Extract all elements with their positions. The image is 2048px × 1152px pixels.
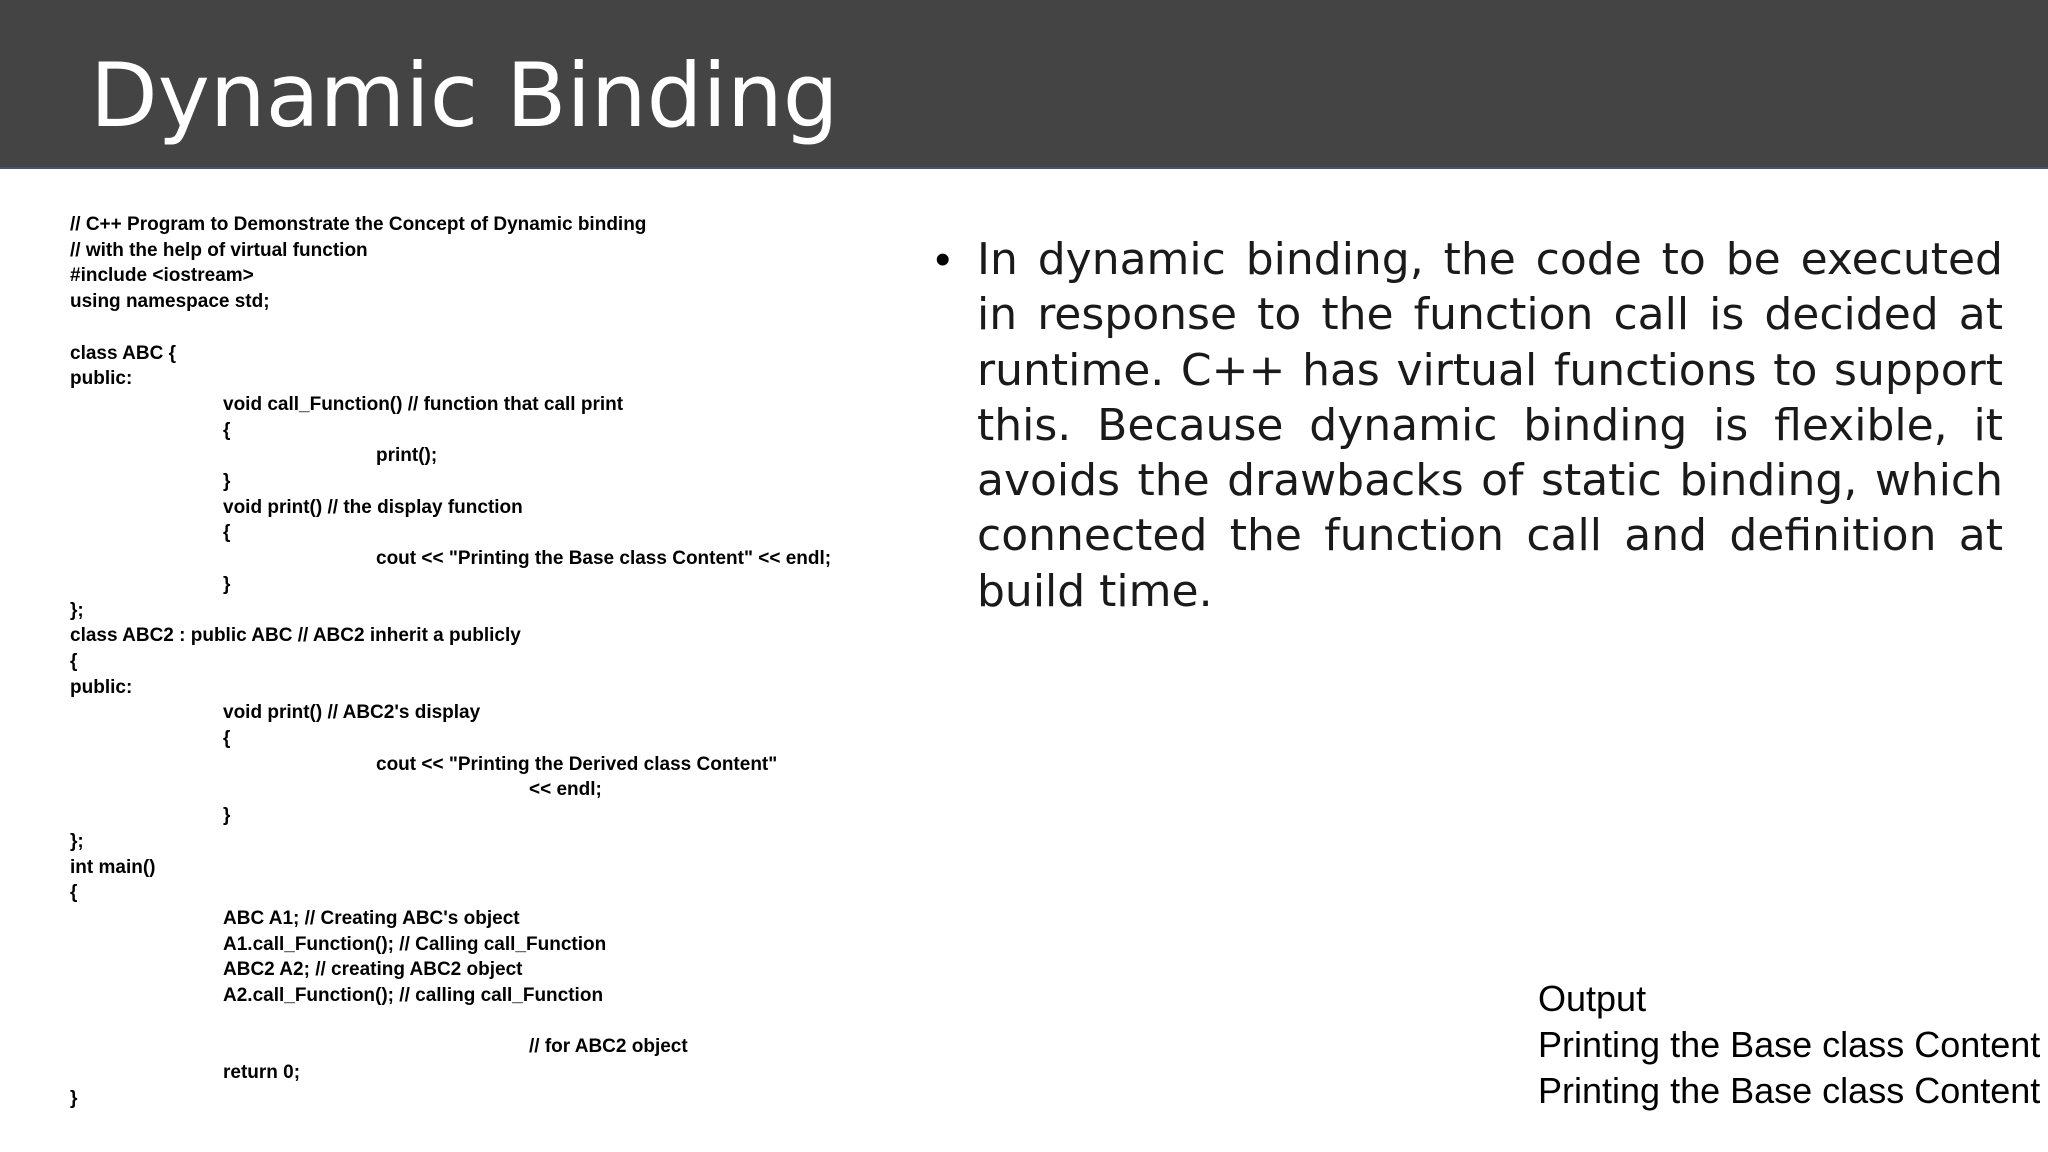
code-line: {	[70, 882, 78, 904]
code-line: }	[223, 471, 231, 492]
code-line: public:	[70, 368, 133, 390]
code-line: A1.call_Function(); // Calling call_Function	[223, 933, 607, 955]
code-line: ABC A1; // Creating ABC's object	[223, 907, 520, 929]
code-line: {	[223, 522, 231, 544]
code-line: public:	[70, 676, 133, 698]
code-line: cout << "Printing the Base class Content" << endl;	[376, 548, 832, 570]
code-line: {	[223, 728, 231, 749]
output-line-1: Printing the Base class Content	[1538, 1024, 2041, 1065]
code-line: // C++ Program to Demonstrate the Concept of Dynamic binding	[70, 214, 647, 235]
code-line: A2.call_Function(); // calling call_Function	[223, 985, 604, 1006]
code-line: };	[70, 830, 84, 852]
bullet-dot-icon: •	[935, 235, 951, 284]
code-line: {	[223, 419, 231, 441]
code-line: class ABC {	[70, 342, 176, 364]
code-line: }	[70, 1087, 78, 1109]
code-line: }	[223, 805, 231, 827]
slide-title: Dynamic Binding	[90, 44, 839, 147]
code-line: void print() // ABC2's display	[223, 702, 481, 724]
output-line-2: Printing the Base class Content	[1538, 1070, 2041, 1111]
code-line: using namespace std;	[70, 291, 270, 313]
code-line: };	[70, 599, 84, 621]
code-line: }	[223, 573, 231, 595]
title-bar	[0, 0, 2048, 169]
code-line: ABC2 A2; // creating ABC2 object	[223, 959, 523, 981]
bullet-text: In dynamic binding, the code to be executed in response to the function call is decided at runtime. C++ has virtual functions to support this. Because dynamic binding is flexible, it avoids the drawbacks of static binding, which connected the function call and definition at build time.	[977, 234, 2003, 617]
output-heading: Output	[1538, 978, 1647, 1019]
code-line: cout << "Printing the Derived class Content"	[376, 753, 778, 775]
code-line: print();	[376, 445, 438, 467]
code-line: // with the help of virtual function	[70, 239, 368, 261]
code-line: class ABC2 : public ABC // ABC2 inherit a publicly	[70, 625, 521, 647]
code-line: #include <iostream>	[70, 265, 254, 287]
code-line: // for ABC2 object	[529, 1036, 688, 1058]
output-block	[1538, 976, 2041, 1114]
code-line: void call_Function() // function that call print	[223, 393, 624, 415]
code-line: << endl;	[529, 779, 602, 801]
code-line: {	[70, 650, 78, 672]
code-line: void print() // the display function	[223, 496, 523, 518]
code-line: int main()	[70, 856, 156, 878]
code-line: return 0;	[223, 1062, 301, 1084]
